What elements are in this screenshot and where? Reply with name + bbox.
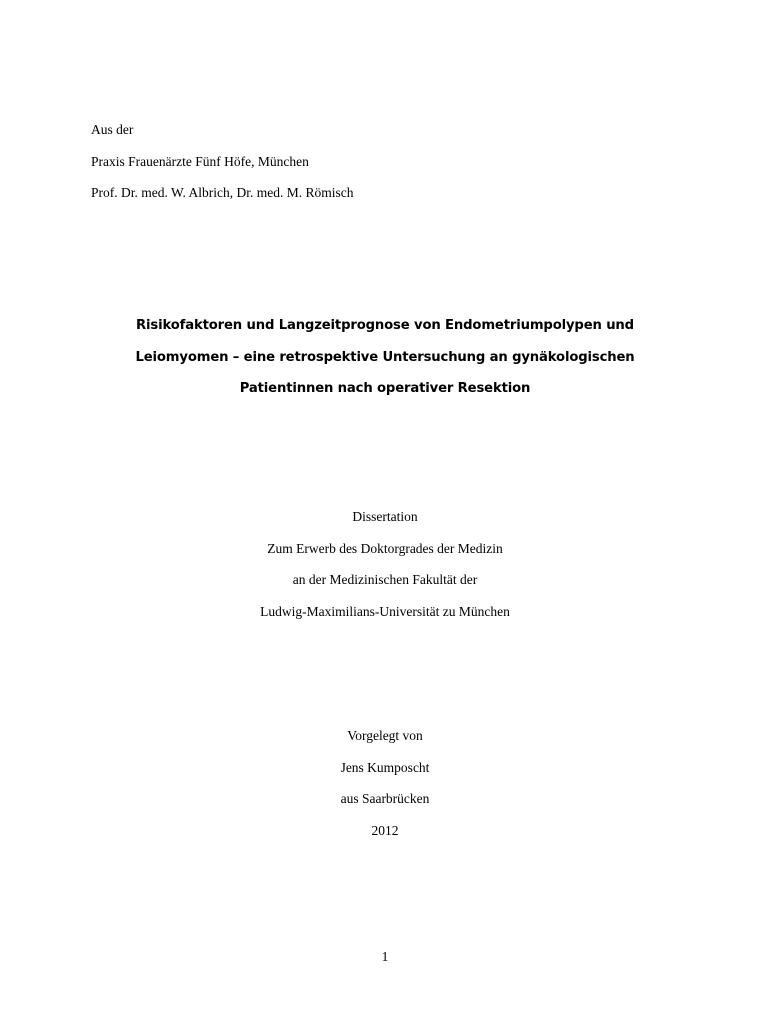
dissertation-label: Dissertation	[352, 509, 418, 524]
title-line-2: Leiomyomen – eine retrospektive Untersuchung an gynäkologischen	[135, 349, 635, 365]
header-line-practice: Praxis Frauenärzte Fünf Höfe, München	[91, 153, 309, 169]
author-block	[0, 728, 770, 854]
page-number: 1	[381, 949, 389, 964]
header-line-supervisors: Prof. Dr. med. W. Albrich, Dr. med. M. Römisch	[91, 185, 354, 200]
title-line-1: Risikofaktoren und Langzeitprognose von Endometriumpolypen und	[136, 318, 634, 333]
header-line-origin: Aus der	[91, 122, 134, 137]
dissertation-statement	[0, 509, 770, 635]
faculty-line: an der Medizinischen Fakultät der	[292, 572, 478, 587]
author-origin: aus Saarbrücken	[340, 791, 430, 806]
institution-header	[91, 122, 354, 217]
dissertation-title	[0, 316, 770, 411]
author-name: Jens Kumposcht	[340, 759, 430, 775]
university-line: Ludwig-Maximilians-Universität zu München	[260, 603, 510, 619]
submission-year: 2012	[371, 822, 399, 838]
degree-purpose: Zum Erwerb des Doktorgrades der Medizin	[267, 540, 503, 556]
title-line-3: Patientinnen nach operativer Resektion	[239, 381, 531, 396]
submitted-by-label: Vorgelegt von	[347, 728, 423, 743]
